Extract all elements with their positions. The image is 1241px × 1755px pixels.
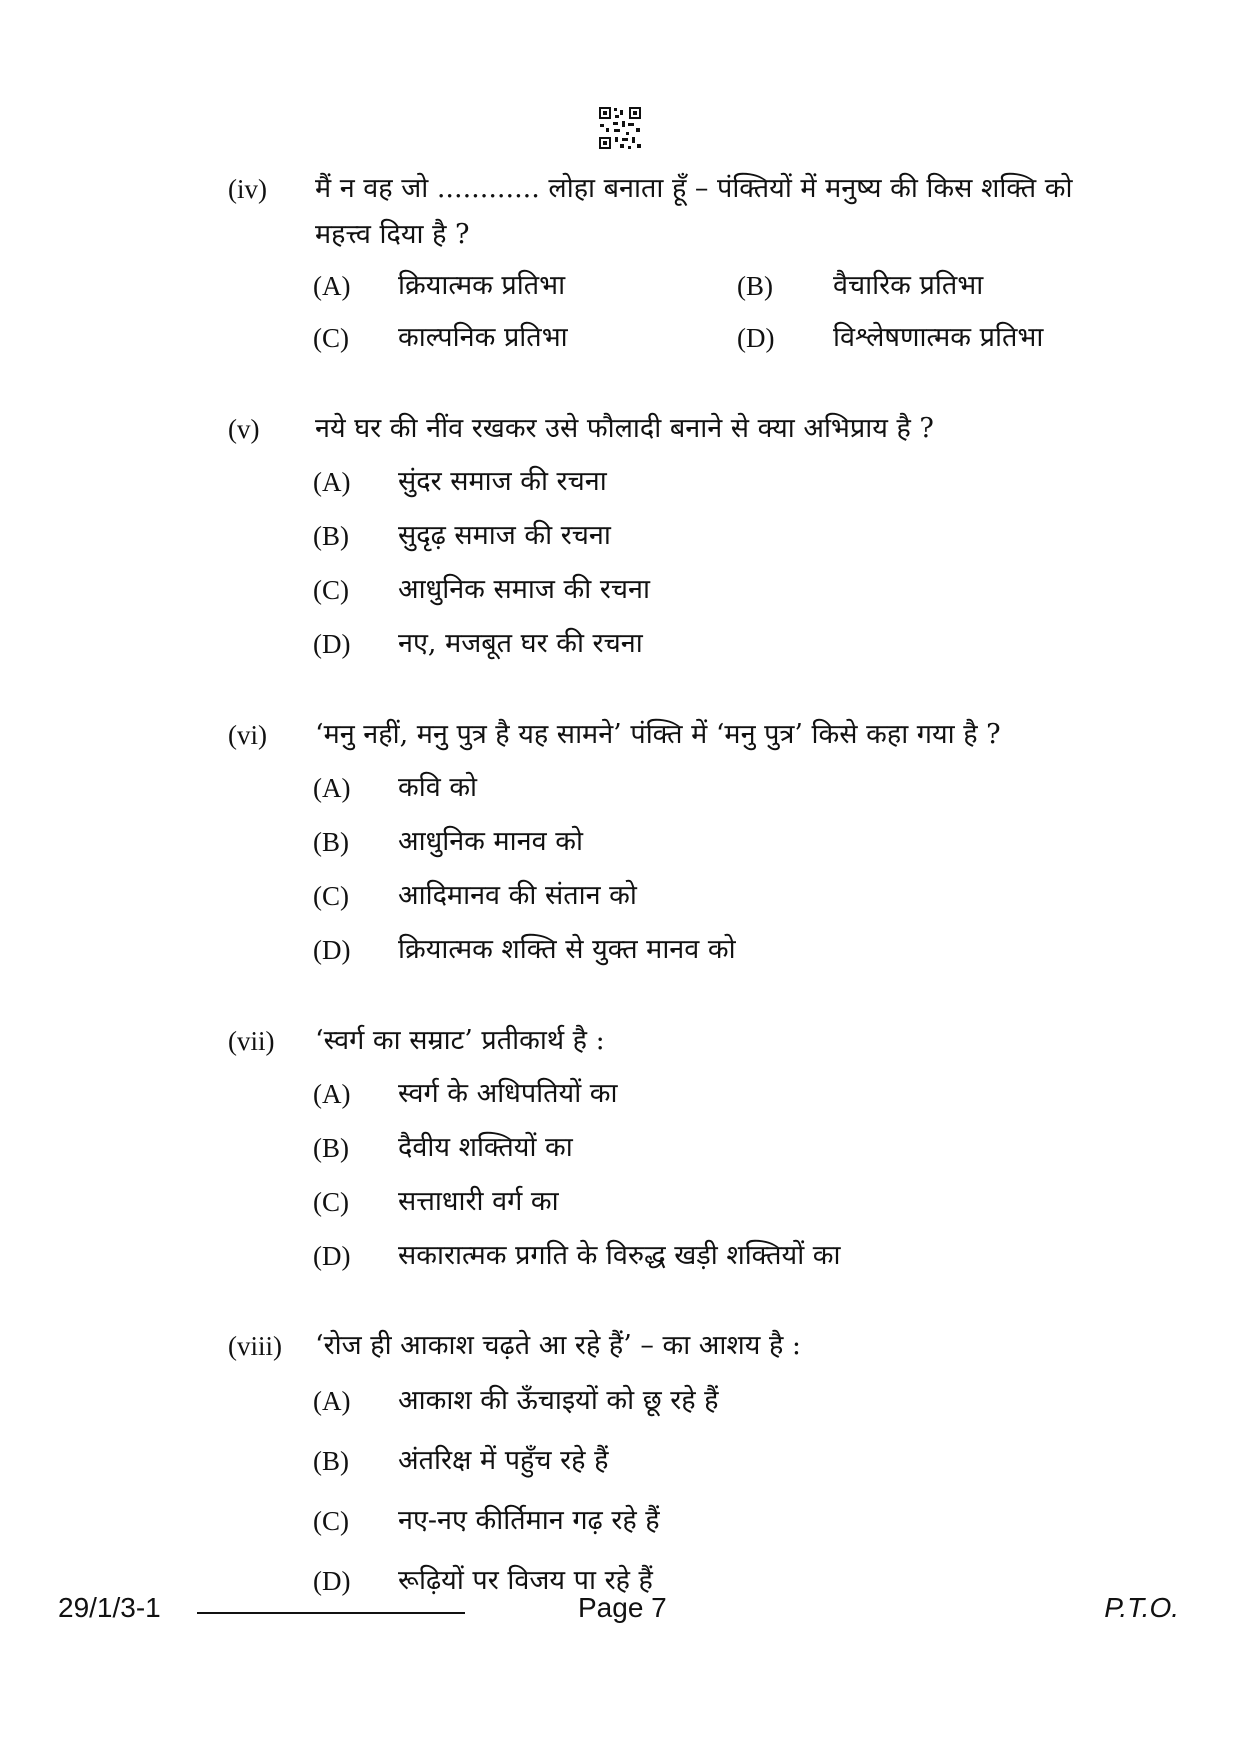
- option-label: (C): [313, 1506, 349, 1536]
- question-number: (v): [228, 414, 260, 444]
- option-text: अंतरिक्ष में पहुँच रहे हैं: [398, 1445, 609, 1476]
- option-text: आधुनिक समाज की रचना: [398, 574, 650, 605]
- option-text: सकारात्मक प्रगति के विरुद्ध खड़ी शक्तियों का: [398, 1240, 841, 1271]
- option-label: (C): [313, 1187, 349, 1217]
- option-label: (B): [313, 1446, 349, 1476]
- question-text: ‘मनु नहीं, मनु पुत्र है यह सामने’ पंक्ति में ‘मनु पुत्र’ किसे कहा गया है ?: [315, 719, 1001, 750]
- option-label: (A): [313, 773, 351, 803]
- option-label: (D): [313, 1241, 351, 1271]
- option-label: (B): [313, 827, 349, 857]
- option-text: विश्लेषणात्मक प्रतिभा: [833, 322, 1044, 353]
- option-text: दैवीय शक्तियों का: [398, 1132, 573, 1163]
- option-label: (B): [737, 271, 773, 301]
- option-text: कवि को: [398, 772, 478, 803]
- option-label: (C): [313, 881, 349, 911]
- option-text: आदिमानव की संतान को: [398, 880, 637, 911]
- option-text: सुंदर समाज की रचना: [398, 466, 607, 497]
- question-number: (vii): [228, 1026, 275, 1056]
- option-text: काल्पनिक प्रतिभा: [398, 322, 568, 353]
- option-label: (D): [313, 629, 351, 659]
- question-text: मैं न वह जो ............ लोहा बनाता हूँ – पंक्तियों में मनुष्य की किस शक्ति को महत्त्व दिया है ?: [315, 173, 1073, 250]
- option-label: (C): [313, 323, 349, 353]
- question-text: ‘स्वर्ग का सम्राट’ प्रतीकार्थ है :: [315, 1025, 605, 1056]
- qr-code-icon: [598, 106, 642, 150]
- option-text: क्रियात्मक शक्ति से युक्त मानव को: [398, 934, 736, 965]
- option-text: आकाश की ऊँचाइयों को छू रहे हैं: [398, 1385, 719, 1416]
- option-text: सत्ताधारी वर्ग का: [398, 1186, 559, 1217]
- pto-label: P.T.O.: [1104, 1592, 1179, 1623]
- option-label: (A): [313, 1386, 351, 1416]
- question-text: ‘रोज ही आकाश चढ़ते आ रहे हैं’ – का आशय है :: [315, 1330, 801, 1361]
- option-text: रूढ़ियों पर विजय पा रहे हैं: [398, 1565, 653, 1596]
- option-text: वैचारिक प्रतिभा: [833, 270, 984, 301]
- option-label: (A): [313, 467, 351, 497]
- page-footer: [0, 1592, 1241, 1632]
- option-text: आधुनिक मानव को: [398, 826, 583, 857]
- option-label: (D): [313, 1566, 351, 1596]
- option-text: नए-नए कीर्तिमान गढ़ रहे हैं: [398, 1505, 660, 1536]
- option-label: (B): [313, 521, 349, 551]
- option-label: (B): [313, 1133, 349, 1163]
- option-label: (C): [313, 575, 349, 605]
- question-text: नये घर की नींव रखकर उसे फौलादी बनाने से क्या अभिप्राय है ?: [315, 413, 934, 444]
- option-text: क्रियात्मक प्रतिभा: [398, 270, 566, 301]
- option-label: (A): [313, 271, 351, 301]
- question-number: (viii): [228, 1331, 282, 1361]
- page-number: Page 7: [578, 1592, 667, 1623]
- option-text: सुदृढ़ समाज की रचना: [398, 520, 611, 551]
- paper-code: 29/1/3-1: [58, 1592, 161, 1623]
- question-number: (iv): [228, 174, 267, 204]
- option-label: (D): [737, 323, 775, 353]
- footer-divider: [197, 1612, 465, 1614]
- option-label: (D): [313, 935, 351, 965]
- option-label: (A): [313, 1079, 351, 1109]
- question-number: (vi): [228, 720, 267, 750]
- option-text: नए, मजबूत घर की रचना: [398, 628, 643, 659]
- option-text: स्वर्ग के अधिपतियों का: [398, 1078, 618, 1109]
